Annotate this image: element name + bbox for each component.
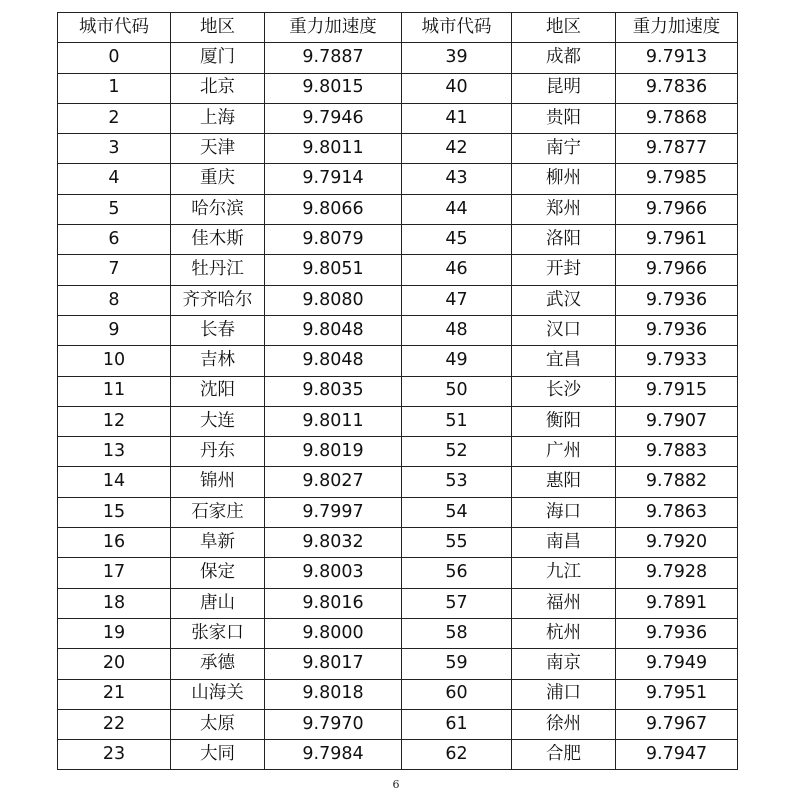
- table-row: [58, 709, 738, 739]
- city-code-cell: 2: [58, 103, 171, 133]
- region-cell: 宜昌: [512, 346, 616, 376]
- table-row: [58, 497, 738, 527]
- city-code-cell: 45: [402, 225, 512, 255]
- table-row: [58, 528, 738, 558]
- city-code-cell: 56: [402, 558, 512, 588]
- gravity-cell: 9.7883: [616, 437, 738, 467]
- gravity-cell: 9.7984: [265, 740, 402, 770]
- city-code-cell: 0: [58, 43, 171, 73]
- region-cell: 阜新: [171, 528, 265, 558]
- region-cell: 郑州: [512, 194, 616, 224]
- city-code-cell: 21: [58, 679, 171, 709]
- table-row: [58, 740, 738, 770]
- gravity-cell: 9.7933: [616, 346, 738, 376]
- city-code-cell: 39: [402, 43, 512, 73]
- region-cell: 南京: [512, 649, 616, 679]
- region-cell: 广州: [512, 437, 616, 467]
- gravity-cell: 9.8080: [265, 285, 402, 315]
- city-code-cell: 12: [58, 406, 171, 436]
- gravity-cell: 9.7967: [616, 709, 738, 739]
- city-code-cell: 14: [58, 467, 171, 497]
- region-cell: 锦州: [171, 467, 265, 497]
- gravity-cell: 9.7949: [616, 649, 738, 679]
- header-region-right: 地区: [512, 13, 616, 43]
- city-code-cell: 8: [58, 285, 171, 315]
- gravity-cell: 9.7936: [616, 315, 738, 345]
- table-row: [58, 558, 738, 588]
- table-row: [58, 679, 738, 709]
- table-row: [58, 618, 738, 648]
- table-body: [58, 43, 738, 770]
- region-cell: 长沙: [512, 376, 616, 406]
- table-row: [58, 164, 738, 194]
- gravity-cell: 9.7966: [616, 255, 738, 285]
- header-gravity-right: 重力加速度: [616, 13, 738, 43]
- city-code-cell: 62: [402, 740, 512, 770]
- region-cell: 上海: [171, 103, 265, 133]
- region-cell: 柳州: [512, 164, 616, 194]
- region-cell: 吉林: [171, 346, 265, 376]
- gravity-cell: 9.7961: [616, 225, 738, 255]
- region-cell: 海口: [512, 497, 616, 527]
- table-row: [58, 346, 738, 376]
- gravity-cell: 9.7947: [616, 740, 738, 770]
- city-code-cell: 15: [58, 497, 171, 527]
- table-row: [58, 285, 738, 315]
- table-row: [58, 588, 738, 618]
- gravity-cell: 9.7936: [616, 285, 738, 315]
- gravity-cell: 9.7997: [265, 497, 402, 527]
- region-cell: 汉口: [512, 315, 616, 345]
- region-cell: 惠阳: [512, 467, 616, 497]
- city-code-cell: 11: [58, 376, 171, 406]
- gravity-cell: 9.7891: [616, 588, 738, 618]
- city-code-cell: 60: [402, 679, 512, 709]
- region-cell: 沈阳: [171, 376, 265, 406]
- region-cell: 北京: [171, 73, 265, 103]
- header-city-code-left: 城市代码: [58, 13, 171, 43]
- gravity-cell: 9.8027: [265, 467, 402, 497]
- city-code-cell: 18: [58, 588, 171, 618]
- header-region-left: 地区: [171, 13, 265, 43]
- gravity-cell: 9.7914: [265, 164, 402, 194]
- table-row: [58, 134, 738, 164]
- region-cell: 杭州: [512, 618, 616, 648]
- region-cell: 昆明: [512, 73, 616, 103]
- table-row: [58, 406, 738, 436]
- city-code-cell: 54: [402, 497, 512, 527]
- gravity-cell: 9.7882: [616, 467, 738, 497]
- table-header: [58, 13, 738, 43]
- city-code-cell: 3: [58, 134, 171, 164]
- city-code-cell: 59: [402, 649, 512, 679]
- gravity-cell: 9.7966: [616, 194, 738, 224]
- gravity-cell: 9.8016: [265, 588, 402, 618]
- gravity-cell: 9.8015: [265, 73, 402, 103]
- gravity-cell: 9.7915: [616, 376, 738, 406]
- gravity-cell: 9.7928: [616, 558, 738, 588]
- gravity-cell: 9.8051: [265, 255, 402, 285]
- gravity-cell: 9.8035: [265, 376, 402, 406]
- table-row: [58, 467, 738, 497]
- table-row: [58, 376, 738, 406]
- city-code-cell: 55: [402, 528, 512, 558]
- region-cell: 衡阳: [512, 406, 616, 436]
- region-cell: 重庆: [171, 164, 265, 194]
- gravity-cell: 9.8079: [265, 225, 402, 255]
- city-code-cell: 53: [402, 467, 512, 497]
- city-code-cell: 47: [402, 285, 512, 315]
- region-cell: 太原: [171, 709, 265, 739]
- gravity-cell: 9.8003: [265, 558, 402, 588]
- region-cell: 厦门: [171, 43, 265, 73]
- city-code-cell: 1: [58, 73, 171, 103]
- city-code-cell: 17: [58, 558, 171, 588]
- region-cell: 成都: [512, 43, 616, 73]
- gravity-table: [57, 12, 738, 770]
- region-cell: 张家口: [171, 618, 265, 648]
- region-cell: 南宁: [512, 134, 616, 164]
- gravity-cell: 9.8019: [265, 437, 402, 467]
- region-cell: 浦口: [512, 679, 616, 709]
- gravity-cell: 9.8000: [265, 618, 402, 648]
- city-code-cell: 16: [58, 528, 171, 558]
- table-row: [58, 43, 738, 73]
- gravity-cell: 9.8048: [265, 346, 402, 376]
- gravity-cell: 9.7970: [265, 709, 402, 739]
- region-cell: 武汉: [512, 285, 616, 315]
- gravity-cell: 9.7920: [616, 528, 738, 558]
- city-code-cell: 6: [58, 225, 171, 255]
- gravity-cell: 9.7907: [616, 406, 738, 436]
- city-code-cell: 41: [402, 103, 512, 133]
- city-code-cell: 57: [402, 588, 512, 618]
- gravity-cell: 9.7877: [616, 134, 738, 164]
- gravity-cell: 9.7951: [616, 679, 738, 709]
- table-row: [58, 194, 738, 224]
- header-gravity-left: 重力加速度: [265, 13, 402, 43]
- region-cell: 贵阳: [512, 103, 616, 133]
- header-row: [58, 13, 738, 43]
- region-cell: 福州: [512, 588, 616, 618]
- table-row: [58, 73, 738, 103]
- gravity-cell: 9.8066: [265, 194, 402, 224]
- city-code-cell: 5: [58, 194, 171, 224]
- city-code-cell: 22: [58, 709, 171, 739]
- page-number: 6: [392, 778, 400, 791]
- city-code-cell: 49: [402, 346, 512, 376]
- region-cell: 洛阳: [512, 225, 616, 255]
- gravity-cell: 9.7863: [616, 497, 738, 527]
- gravity-cell: 9.7985: [616, 164, 738, 194]
- region-cell: 长春: [171, 315, 265, 345]
- city-code-cell: 50: [402, 376, 512, 406]
- table-row: [58, 437, 738, 467]
- gravity-cell: 9.7887: [265, 43, 402, 73]
- region-cell: 佳木斯: [171, 225, 265, 255]
- region-cell: 天津: [171, 134, 265, 164]
- city-code-cell: 61: [402, 709, 512, 739]
- table-row: [58, 103, 738, 133]
- region-cell: 山海关: [171, 679, 265, 709]
- region-cell: 齐齐哈尔: [171, 285, 265, 315]
- gravity-cell: 9.7913: [616, 43, 738, 73]
- region-cell: 徐州: [512, 709, 616, 739]
- city-code-cell: 52: [402, 437, 512, 467]
- city-code-cell: 42: [402, 134, 512, 164]
- gravity-cell: 9.7936: [616, 618, 738, 648]
- gravity-cell: 9.8032: [265, 528, 402, 558]
- region-cell: 丹东: [171, 437, 265, 467]
- region-cell: 保定: [171, 558, 265, 588]
- gravity-cell: 9.7946: [265, 103, 402, 133]
- city-code-cell: 58: [402, 618, 512, 648]
- region-cell: 南昌: [512, 528, 616, 558]
- region-cell: 合肥: [512, 740, 616, 770]
- region-cell: 大连: [171, 406, 265, 436]
- gravity-cell: 9.7868: [616, 103, 738, 133]
- region-cell: 大同: [171, 740, 265, 770]
- region-cell: 牡丹江: [171, 255, 265, 285]
- city-code-cell: 43: [402, 164, 512, 194]
- city-code-cell: 51: [402, 406, 512, 436]
- table-row: [58, 255, 738, 285]
- city-code-cell: 46: [402, 255, 512, 285]
- city-code-cell: 20: [58, 649, 171, 679]
- gravity-cell: 9.8011: [265, 134, 402, 164]
- gravity-cell: 9.8011: [265, 406, 402, 436]
- region-cell: 承德: [171, 649, 265, 679]
- gravity-cell: 9.8017: [265, 649, 402, 679]
- city-code-cell: 9: [58, 315, 171, 345]
- region-cell: 九江: [512, 558, 616, 588]
- header-city-code-right: 城市代码: [402, 13, 512, 43]
- region-cell: 哈尔滨: [171, 194, 265, 224]
- region-cell: 开封: [512, 255, 616, 285]
- gravity-cell: 9.8018: [265, 679, 402, 709]
- city-code-cell: 23: [58, 740, 171, 770]
- gravity-cell: 9.7836: [616, 73, 738, 103]
- city-code-cell: 13: [58, 437, 171, 467]
- city-code-cell: 44: [402, 194, 512, 224]
- region-cell: 石家庄: [171, 497, 265, 527]
- table-row: [58, 315, 738, 345]
- table-row: [58, 225, 738, 255]
- city-code-cell: 10: [58, 346, 171, 376]
- city-code-cell: 48: [402, 315, 512, 345]
- gravity-cell: 9.8048: [265, 315, 402, 345]
- region-cell: 唐山: [171, 588, 265, 618]
- city-code-cell: 40: [402, 73, 512, 103]
- city-code-cell: 4: [58, 164, 171, 194]
- table-row: [58, 649, 738, 679]
- city-code-cell: 19: [58, 618, 171, 648]
- city-code-cell: 7: [58, 255, 171, 285]
